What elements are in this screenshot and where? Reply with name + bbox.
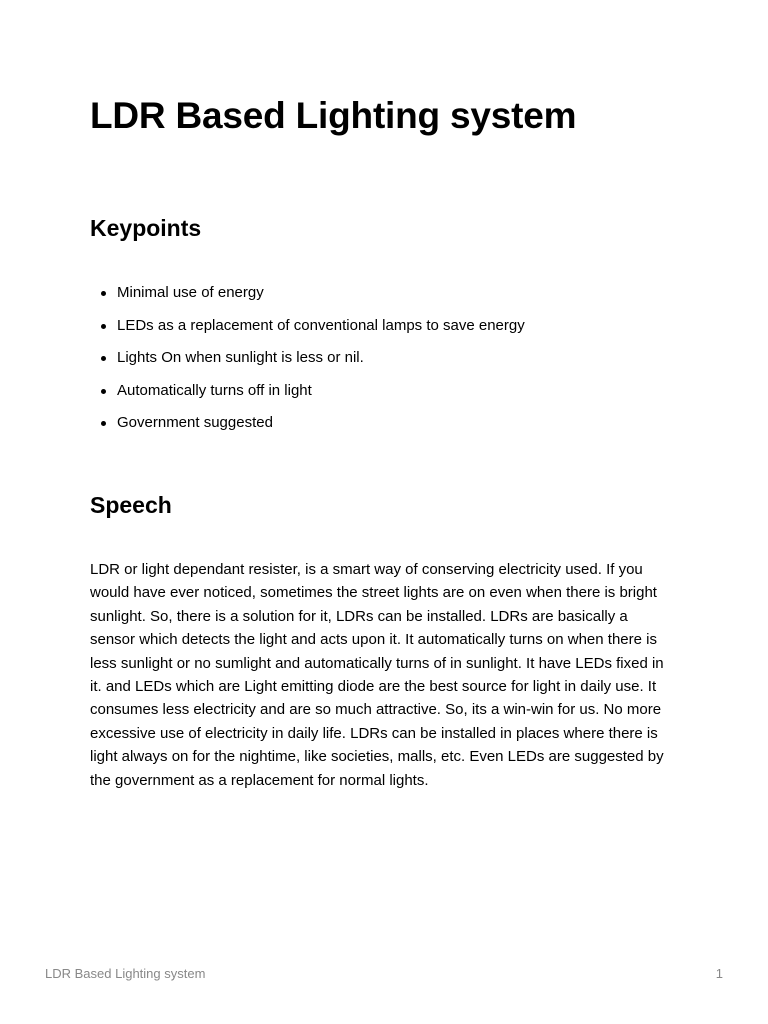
footer-page-number: 1: [715, 966, 723, 981]
keypoint-item: Government suggested: [117, 413, 525, 433]
speech-line: consumes less electricity and are so much attractive. So, its a win-win for us. No more: [90, 701, 662, 719]
keypoint-item: Automatically turns off in light: [117, 381, 525, 401]
speech-line: sensor which detects the light and acts upon it. It automatically turns on when there is: [90, 631, 657, 649]
speech-line: LDR or light dependant resister, is a smart way of conserving electricity used. If you: [90, 561, 643, 578]
document-title: LDR Based Lighting system: [90, 95, 577, 136]
speech-line: would have ever noticed, sometimes the street lights are on even when there is bright: [90, 584, 657, 602]
speech-line: sunlight. So, there is a solution for it, LDRs can be installed. LDRs are basically a: [90, 607, 628, 625]
keypoint-item: Lights On when sunlight is less or nil.: [117, 348, 525, 368]
keypoints-heading: Keypoints: [90, 215, 202, 241]
footer-title: LDR Based Lighting system: [45, 966, 206, 981]
keypoint-item: Minimal use of energy: [117, 283, 525, 303]
speech-line: excessive use of electricity in daily life. LDRs can be installed in places where there is: [90, 724, 658, 742]
speech-line: the government as a replacement for normal lights.: [90, 771, 429, 789]
speech-line: less sunlight or no sumlight and automatically turns of in sunlight. It have LEDs fixed in: [90, 654, 664, 672]
keypoints-list: [90, 283, 525, 446]
speech-line: light always on for the nightime, like societies, malls, etc. Even LEDs are suggested by: [90, 748, 664, 766]
speech-line: it. and LEDs which are Light emitting diode are the best source for light in daily use. It: [90, 678, 657, 696]
speech-paragraph: [90, 558, 670, 792]
keypoint-item: LEDs as a replacement of conventional lamps to save energy: [117, 316, 525, 334]
speech-heading: Speech: [90, 492, 172, 518]
